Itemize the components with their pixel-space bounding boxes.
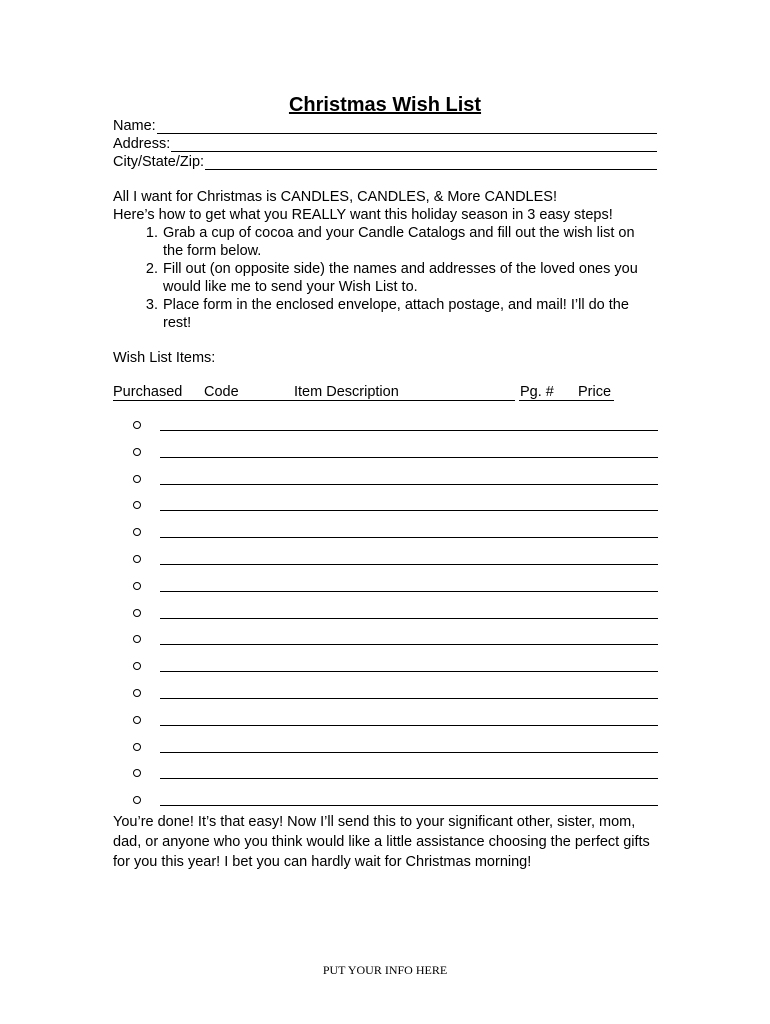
city-state-zip-input-line[interactable] <box>205 156 657 170</box>
city-state-zip-field[interactable] <box>113 152 657 170</box>
header-price: Price <box>578 384 612 400</box>
purchased-checkbox[interactable] <box>133 448 141 456</box>
item-entry-line[interactable] <box>160 752 658 753</box>
purchased-checkbox[interactable] <box>133 716 141 724</box>
wish-list-row[interactable] <box>113 765 658 785</box>
address-field[interactable] <box>113 134 657 152</box>
header-purchased: Purchased <box>113 384 183 400</box>
purchased-checkbox[interactable] <box>133 609 141 617</box>
wish-list-row[interactable] <box>113 497 658 517</box>
step-number: 1. <box>145 225 158 241</box>
step-item <box>113 260 658 296</box>
purchased-checkbox[interactable] <box>133 555 141 563</box>
name-field[interactable] <box>113 116 657 134</box>
steps-list <box>113 224 658 332</box>
step-number: 3. <box>145 297 158 313</box>
header-underline <box>113 400 515 401</box>
item-entry-line[interactable] <box>160 430 658 431</box>
purchased-checkbox[interactable] <box>133 769 141 777</box>
item-entry-line[interactable] <box>160 457 658 458</box>
wish-list-row[interactable] <box>113 605 658 625</box>
item-entry-line[interactable] <box>160 537 658 538</box>
step-text: Grab a cup of cocoa and your Candle Catalogs and fill out the wish list on the form below. <box>163 225 635 259</box>
item-entry-line[interactable] <box>160 618 658 619</box>
purchased-checkbox[interactable] <box>133 582 141 590</box>
item-entry-line[interactable] <box>160 805 658 806</box>
item-entry-line[interactable] <box>160 644 658 645</box>
footer-info: PUT YOUR INFO HERE <box>322 963 448 977</box>
purchased-checkbox[interactable] <box>133 635 141 643</box>
purchased-checkbox[interactable] <box>133 421 141 429</box>
purchased-checkbox[interactable] <box>133 528 141 536</box>
header-page-number: Pg. # <box>520 384 554 400</box>
item-entry-line[interactable] <box>160 564 658 565</box>
purchased-checkbox[interactable] <box>133 689 141 697</box>
wish-list-row[interactable] <box>113 739 658 759</box>
item-entry-line[interactable] <box>160 591 658 592</box>
item-entry-line[interactable] <box>160 698 658 699</box>
intro-line-2: Here’s how to get what you REALLY want this holiday season in 3 easy steps! <box>113 207 613 223</box>
name-label: Name: <box>113 118 156 134</box>
purchased-checkbox[interactable] <box>133 501 141 509</box>
wish-list-row[interactable] <box>113 551 658 571</box>
wish-list-row[interactable] <box>113 712 658 732</box>
wish-list-label: Wish List Items: <box>113 350 216 366</box>
wish-list-row[interactable] <box>113 417 658 437</box>
wish-list-headers <box>0 384 770 404</box>
item-entry-line[interactable] <box>160 510 658 511</box>
address-input-line[interactable] <box>171 138 657 152</box>
purchased-checkbox[interactable] <box>133 475 141 483</box>
wish-list-row[interactable] <box>113 524 658 544</box>
item-entry-line[interactable] <box>160 778 658 779</box>
city-state-zip-label: City/State/Zip: <box>113 154 205 170</box>
wish-list-row[interactable] <box>113 631 658 651</box>
purchased-checkbox[interactable] <box>133 662 141 670</box>
wish-list-row[interactable] <box>113 471 658 491</box>
purchased-checkbox[interactable] <box>133 743 141 751</box>
item-entry-line[interactable] <box>160 725 658 726</box>
wish-list-row[interactable] <box>113 658 658 678</box>
header-code: Code <box>204 384 239 400</box>
step-item <box>113 224 658 260</box>
item-entry-line[interactable] <box>160 671 658 672</box>
address-label: Address: <box>113 136 171 152</box>
step-item <box>113 296 658 332</box>
wish-list-row[interactable] <box>113 685 658 705</box>
step-text: Fill out (on opposite side) the names and addresses of the loved ones you would like me to send your Wish List to. <box>163 261 638 295</box>
item-entry-line[interactable] <box>160 484 658 485</box>
wish-list-row[interactable] <box>113 792 658 812</box>
header-underline <box>519 400 614 401</box>
header-item-description: Item Description <box>294 384 399 400</box>
step-text: Place form in the enclosed envelope, attach postage, and mail! I’ll do the rest! <box>163 297 629 331</box>
intro-line-1: All I want for Christmas is CANDLES, CANDLES, & More CANDLES! <box>113 189 557 205</box>
wish-list-row[interactable] <box>113 578 658 598</box>
purchased-checkbox[interactable] <box>133 796 141 804</box>
closing-paragraph: You’re done! It’s that easy! Now I’ll send this to your significant other, sister, mom, dad, or anyone who you think would like a little assistance choosing the perfect gifts for you this year! I bet you can hardly wait for Christmas morning! <box>113 814 650 870</box>
wish-list-row[interactable] <box>113 444 658 464</box>
page-title: Christmas Wish List <box>288 94 482 116</box>
step-number: 2. <box>145 261 158 277</box>
name-input-line[interactable] <box>157 120 657 134</box>
